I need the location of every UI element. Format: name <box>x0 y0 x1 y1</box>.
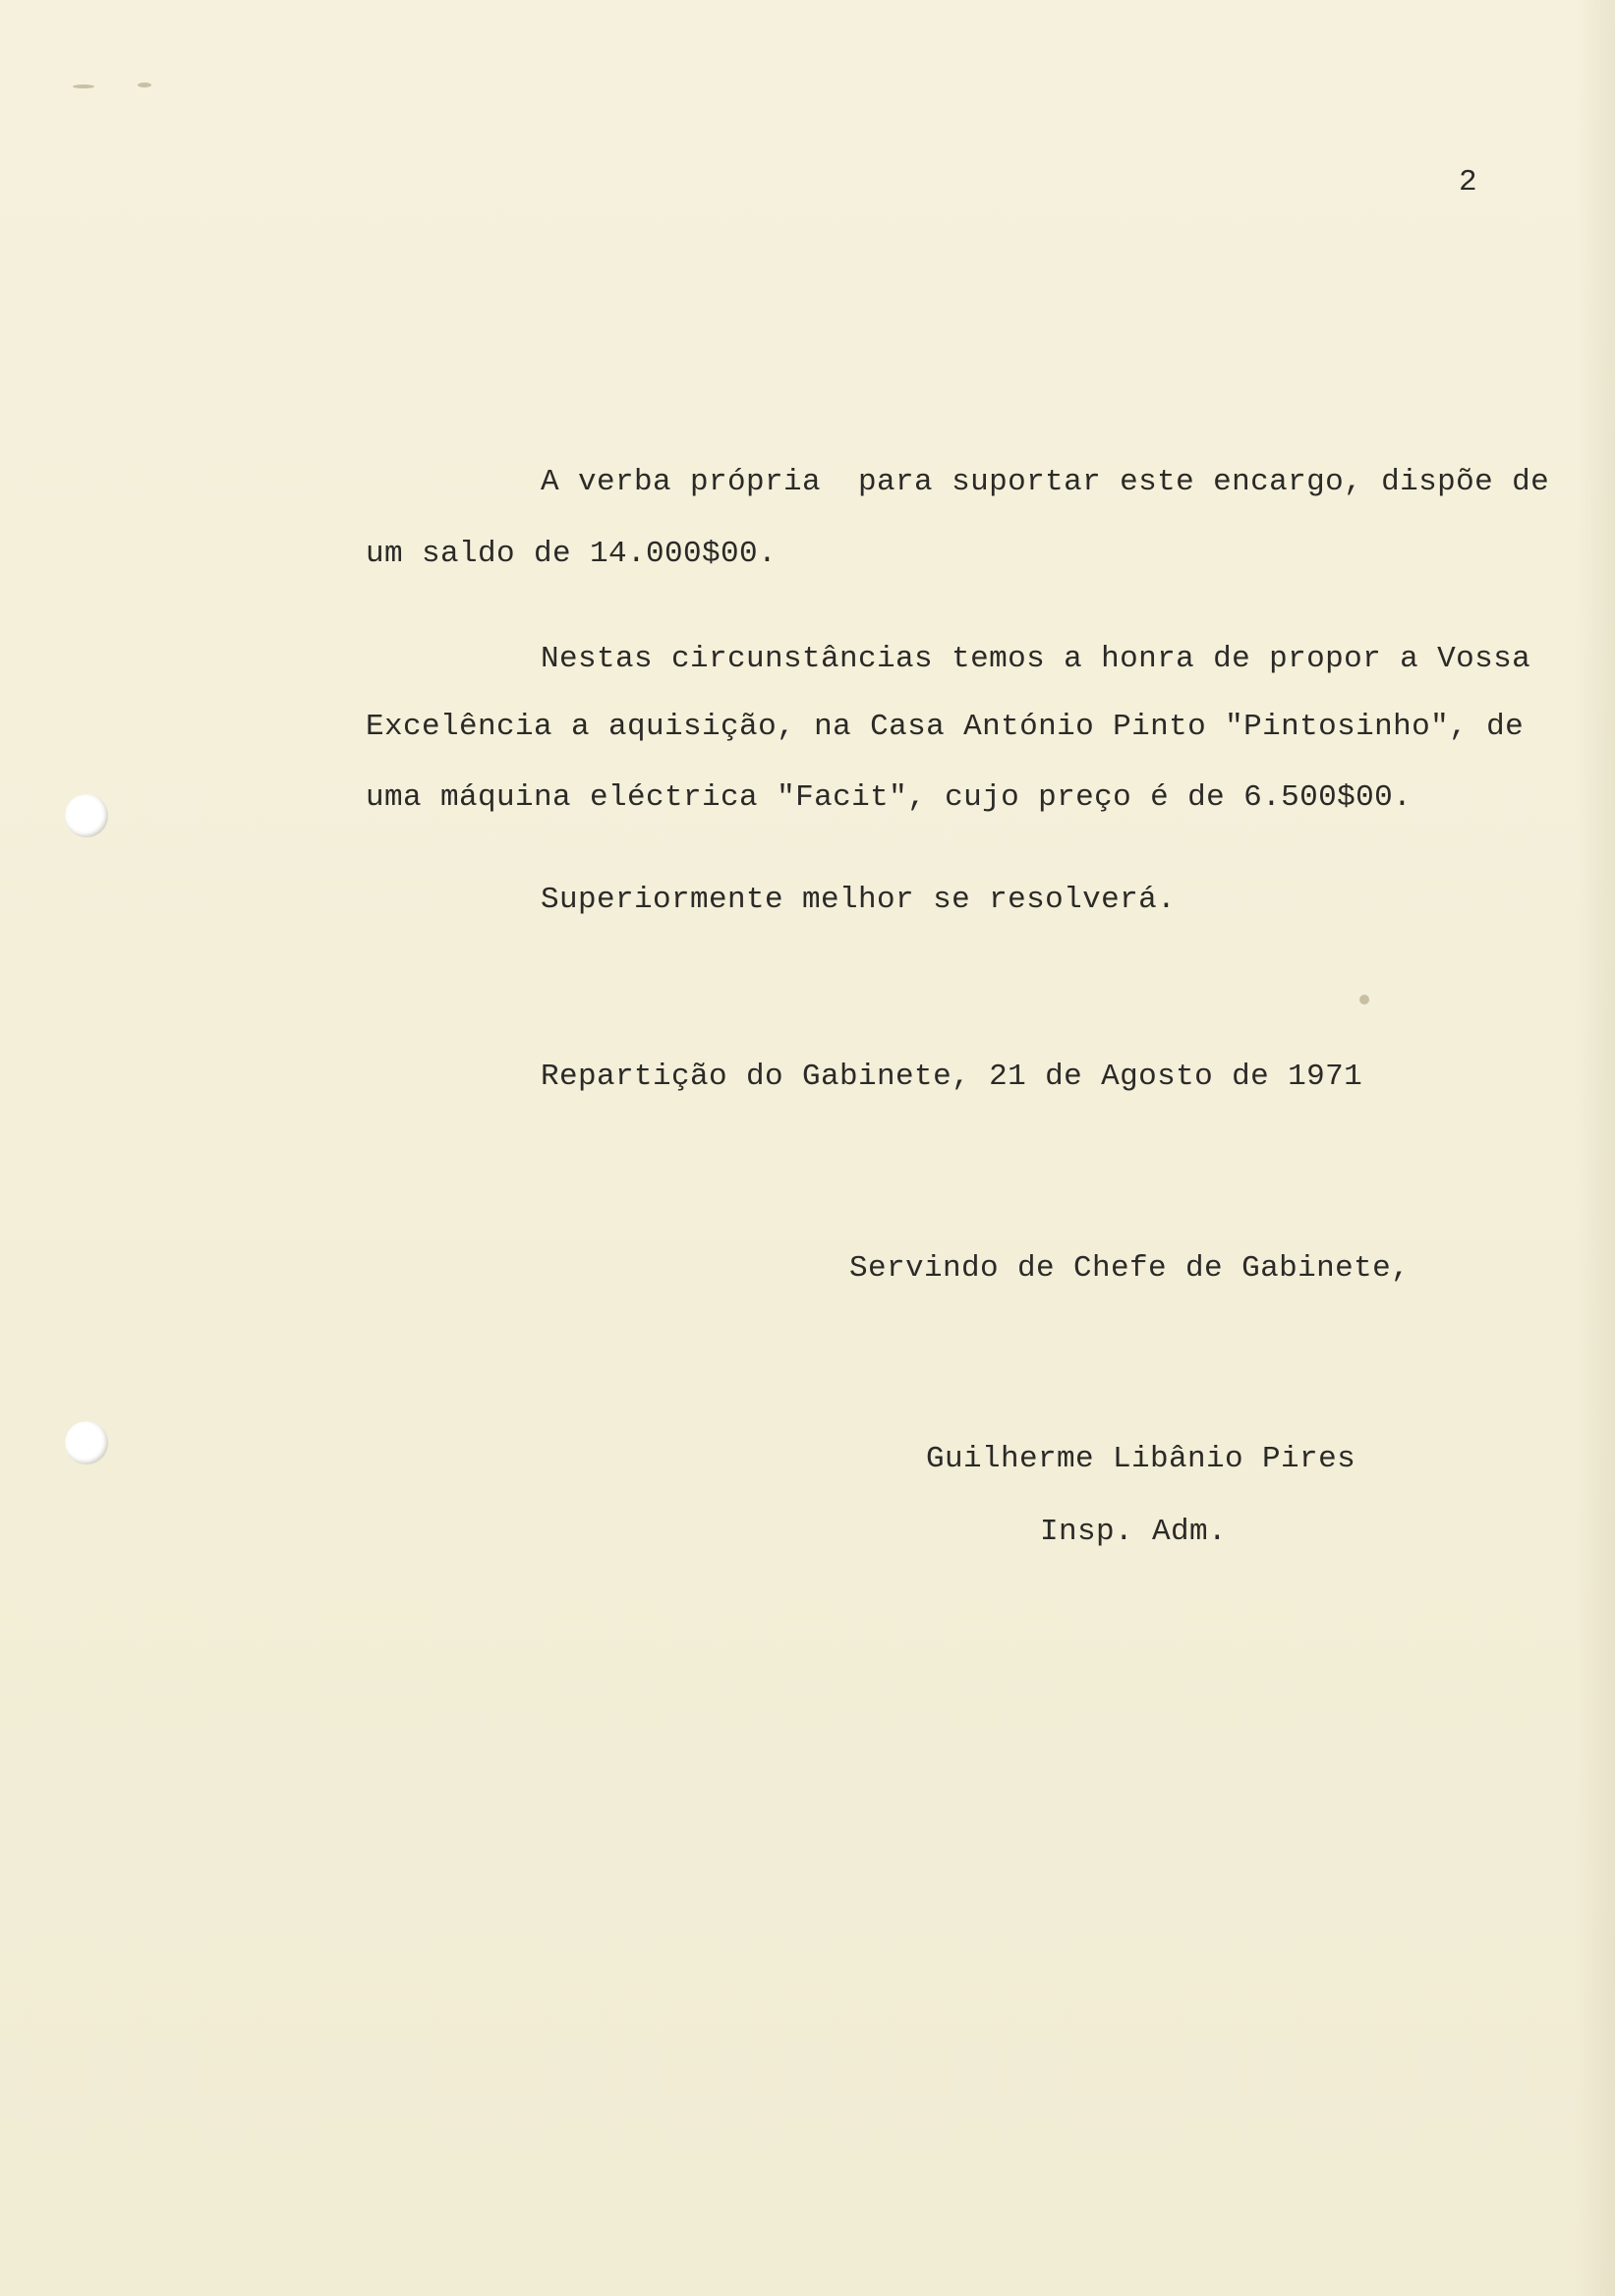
paragraph-2-line-2: Excelência a aquisição, na Casa António Pinto "Pintosinho", de <box>366 710 1525 744</box>
place-and-date: Repartição do Gabinete, 21 de Agosto de 1971 <box>541 1060 1363 1094</box>
punch-hole-top <box>65 794 108 837</box>
paragraph-2-line-3: uma máquina eléctrica "Facit", cujo preço é de 6.500$00. <box>366 780 1413 815</box>
paper-speck <box>73 85 94 88</box>
paper-speck <box>1359 995 1369 1004</box>
paragraph-2-line-1: Nestas circunstâncias temos a honra de propor a Vossa <box>541 642 1531 676</box>
page-number: 2 <box>1459 165 1477 200</box>
signature-title: Insp. Adm. <box>1040 1515 1228 1549</box>
paragraph-1-line-2: um saldo de 14.000$00. <box>366 537 778 571</box>
paper-speck <box>138 83 151 87</box>
paragraph-1-line-1: A verba própria para suportar este encargo, dispõe de <box>541 465 1550 499</box>
page-edge-shadow <box>1576 0 1615 2296</box>
punch-hole-bottom <box>65 1421 108 1464</box>
closing-line: Superiormente melhor se resolverá. <box>541 883 1177 917</box>
signature-name: Guilherme Libânio Pires <box>926 1442 1356 1476</box>
signature-role: Servindo de Chefe de Gabinete, <box>849 1251 1411 1286</box>
